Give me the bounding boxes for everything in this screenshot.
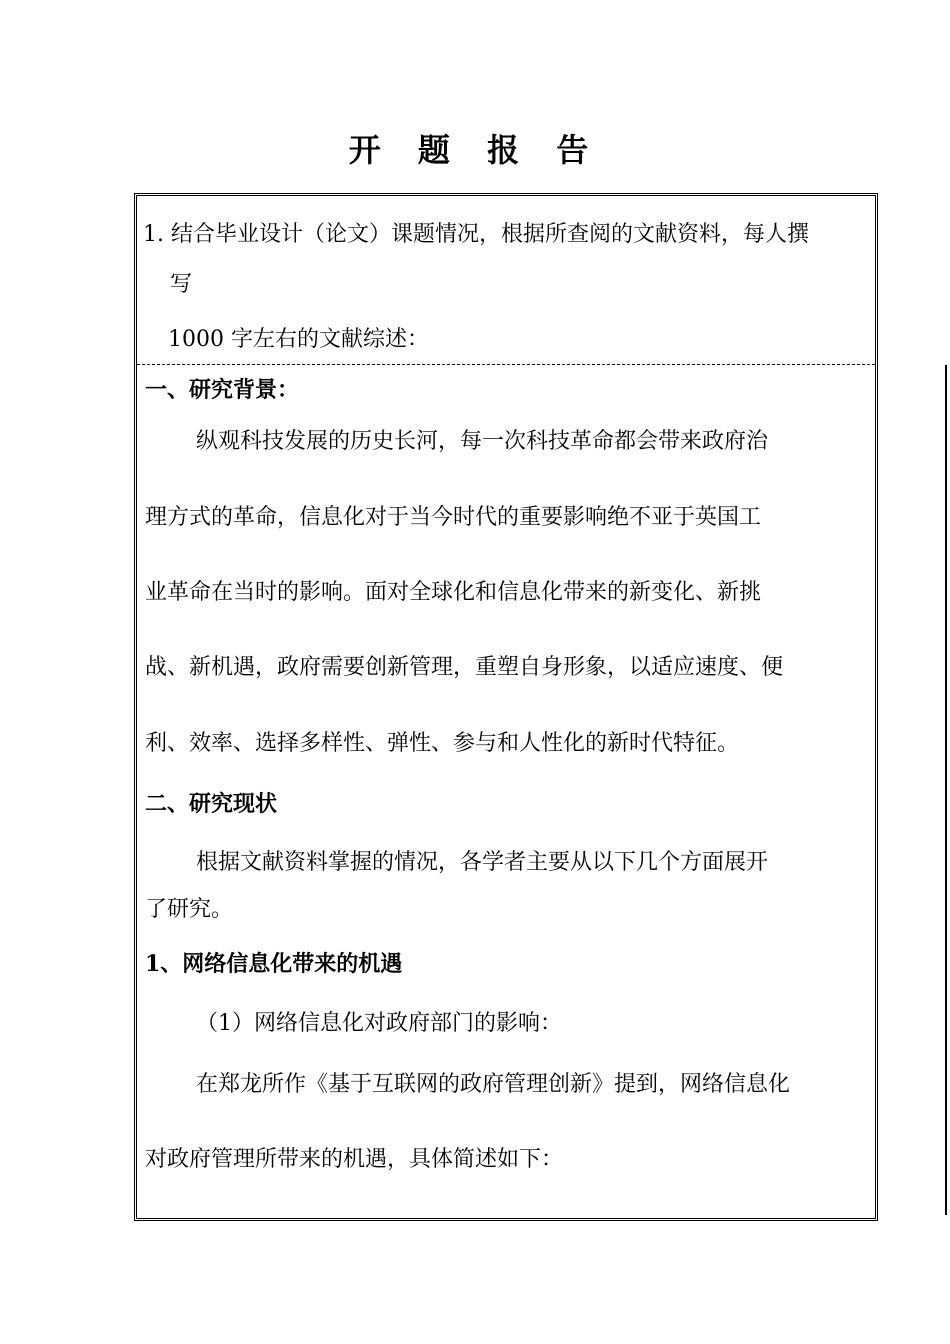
- paragraph-line: 战、新机遇，政府需要创新管理，重塑自身形象，以适应速度、便: [145, 655, 784, 680]
- subsection-item: （1）网络信息化对政府部门的影响：: [196, 1011, 562, 1036]
- section-heading-background: 一、研究背景：: [145, 377, 300, 403]
- page-edge-line: [945, 365, 947, 1215]
- instruction-line-2: 写: [170, 272, 193, 297]
- paragraph-line: 对政府管理所带来的机遇，具体简述如下：: [145, 1147, 564, 1172]
- paragraph-line: 了研究。: [145, 897, 234, 922]
- instruction-cell: [137, 196, 875, 364]
- page-title: 开 题 报 告: [348, 131, 602, 169]
- instruction-line-1: 1. 结合毕业设计（论文）课题情况，根据所查阅的文献资料，每人撰: [143, 222, 809, 247]
- paragraph-line: 根据文献资料掌握的情况，各学者主要从以下几个方面展开: [196, 850, 769, 875]
- instruction-line-3: 1000 字左右的文献综述：: [168, 327, 429, 352]
- paragraph-line: 理方式的革命，信息化对于当今时代的重要影响绝不亚于英国工: [145, 505, 762, 530]
- paragraph-line: 利、效率、选择多样性、弹性、参与和人性化的新时代特征。: [145, 731, 740, 756]
- paragraph-line: 在郑龙所作《基于互联网的政府管理创新》提到，网络信息化: [196, 1072, 791, 1097]
- subsection-heading-opportunities: 1、网络信息化带来的机遇: [145, 951, 403, 977]
- dashed-divider: [137, 364, 875, 365]
- section-heading-status: 二、研究现状: [145, 791, 278, 817]
- paragraph-line: 业革命在当时的影响。面对全球化和信息化带来的新变化、新挑: [145, 580, 762, 605]
- report-table: [134, 193, 878, 1221]
- paragraph-line: 纵观科技发展的历史长河，每一次科技革命都会带来政府治: [196, 429, 769, 454]
